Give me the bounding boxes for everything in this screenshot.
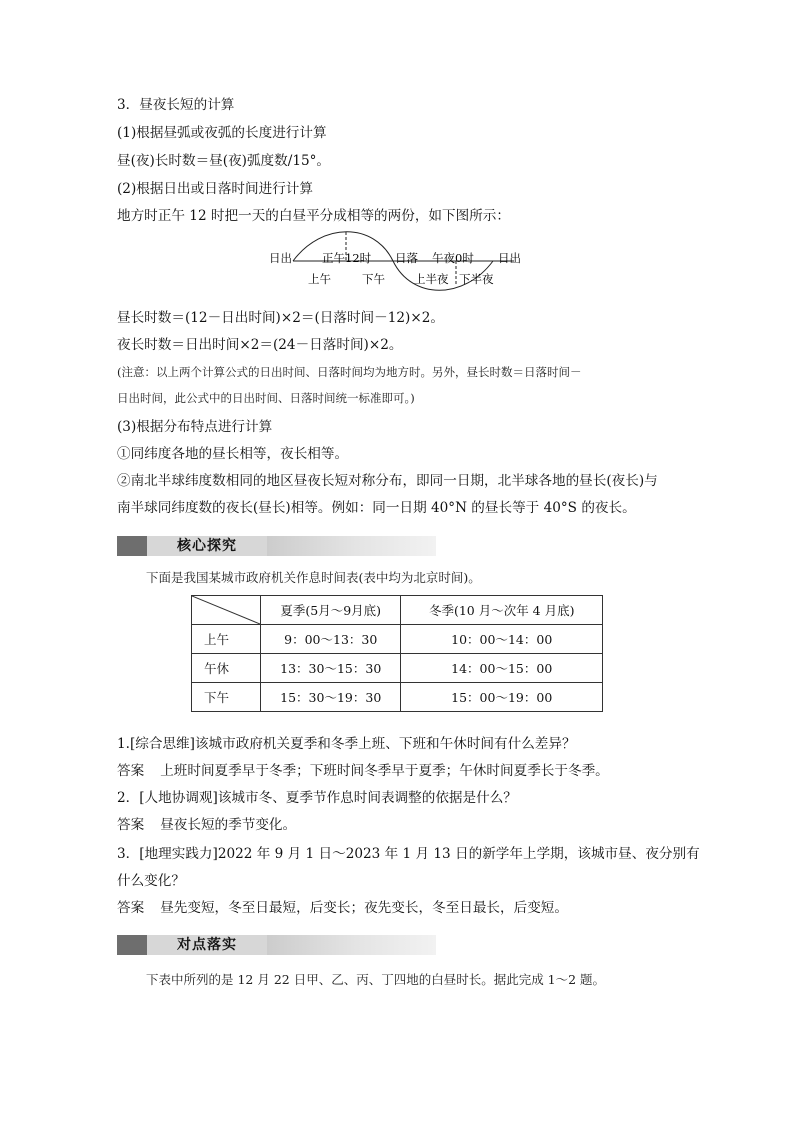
question-3-line-2: 什么变化？ bbox=[117, 873, 185, 889]
point-2-line-1: ②南北半球纬度数相同的地区昼夜长短对称分布，即同一日期，北半球各地的昼长(夜长)与 bbox=[117, 473, 658, 489]
row-label: 上午 bbox=[192, 625, 261, 654]
heading-label: 对点落实 bbox=[147, 935, 267, 955]
table-intro: 下面是我国某城市政府机关作息时间表(表中均为北京时间)。 bbox=[146, 570, 481, 585]
winter-cell: 14：00～15：00 bbox=[401, 654, 603, 683]
note-line-2: 日出时间，此公式中的日出时间、日落时间统一标准即可。) bbox=[117, 391, 415, 405]
header-winter: 冬季(10 月～次年 4 月底) bbox=[401, 596, 603, 625]
formula-arc: 昼(夜)长时数＝昼(夜)弧度数/15°。 bbox=[117, 153, 331, 169]
answer-label: 答案 bbox=[117, 817, 145, 833]
label-first-half-night: 上半夜 bbox=[414, 272, 449, 286]
summer-cell: 15：30～19：30 bbox=[261, 683, 401, 712]
method-3: (3)根据分布特点进行计算 bbox=[117, 419, 273, 435]
answer-3 bbox=[117, 899, 568, 917]
note-line-1: (注意：以上两个计算公式的日出时间、日落时间均为地方时。另外，昼长时数＝日落时间－ bbox=[117, 365, 582, 379]
question-2: 2．[人地协调观]该城市冬、夏季节作息时间表调整的依据是什么？ bbox=[117, 790, 517, 806]
section-title: 3．昼夜长短的计算 bbox=[117, 97, 235, 113]
answer-label: 答案 bbox=[117, 763, 145, 779]
question-3-line-1: 3．[地理实践力]2022 年 9 月 1 日～2023 年 1 月 13 日的新学年上学期，该城市昼、夜分别有 bbox=[117, 846, 700, 862]
point-2-line-2: 南半球同纬度数的夜长(昼长)相等。例如：同一日期 40°N 的昼长等于 40°S 的夜长。 bbox=[117, 500, 636, 516]
practice-intro: 下表中所列的是 12 月 22 日甲、乙、丙、丁四地的白昼时长。据此完成 1～2 题。 bbox=[146, 972, 606, 987]
row-label: 午休 bbox=[192, 654, 261, 683]
diagram-intro: 地方时正午 12 时把一天的白昼平分成相等的两份，如下图所示： bbox=[117, 208, 510, 224]
heading-marker bbox=[117, 536, 147, 556]
point-1: ①同纬度各地的昼长相等，夜长相等。 bbox=[117, 446, 349, 462]
method-2: (2)根据日出或日落时间进行计算 bbox=[117, 181, 313, 197]
section-heading-practice bbox=[117, 935, 436, 955]
label-sunrise-left: 日出 bbox=[269, 251, 292, 265]
answer-text: 昼先变短，冬至日最短，后变长；夜先变长，冬至日最长，后变短。 bbox=[160, 900, 568, 916]
question-1: 1.[综合思维]该城市政府机关夏季和冬季上班、下班和午休时间有什么差异？ bbox=[117, 736, 576, 752]
answer-2 bbox=[117, 816, 296, 834]
label-midnight: 午夜0时 bbox=[432, 251, 474, 265]
winter-cell: 15：00～19：00 bbox=[401, 683, 603, 712]
table-row bbox=[192, 683, 603, 712]
table-row bbox=[192, 654, 603, 683]
answer-label: 答案 bbox=[117, 900, 145, 916]
label-second-half-night: 下半夜 bbox=[459, 272, 494, 286]
winter-cell: 10：00～14：00 bbox=[401, 625, 603, 654]
section-heading-core bbox=[117, 536, 436, 556]
row-label: 下午 bbox=[192, 683, 261, 712]
summer-cell: 13：30～15：30 bbox=[261, 654, 401, 683]
day-length-formula: 昼长时数＝(12－日出时间)×2＝(日落时间－12)×2。 bbox=[117, 310, 444, 326]
schedule-table bbox=[191, 595, 603, 712]
heading-marker bbox=[117, 935, 147, 955]
day-night-diagram bbox=[262, 228, 532, 294]
heading-label: 核心探究 bbox=[147, 536, 267, 556]
label-sunset: 日落 bbox=[395, 251, 418, 265]
answer-text: 上班时间夏季早于冬季；下班时间冬季早于夏季；午休时间夏季长于冬季。 bbox=[160, 763, 609, 779]
method-1: (1)根据昼弧或夜弧的长度进行计算 bbox=[117, 125, 327, 141]
table-header-row bbox=[192, 596, 603, 625]
answer-text: 昼夜长短的季节变化。 bbox=[160, 817, 297, 833]
diagonal-header-cell bbox=[192, 596, 261, 625]
answer-1 bbox=[117, 762, 609, 780]
summer-cell: 9：00～13：30 bbox=[261, 625, 401, 654]
label-morning: 上午 bbox=[308, 272, 331, 286]
table-row bbox=[192, 625, 603, 654]
night-length-formula: 夜长时数＝日出时间×2＝(24－日落时间)×2。 bbox=[117, 337, 403, 353]
label-sunrise-right: 日出 bbox=[498, 251, 521, 265]
label-afternoon: 下午 bbox=[362, 272, 385, 286]
header-summer: 夏季(5月～9月底) bbox=[261, 596, 401, 625]
label-noon: 正午12时 bbox=[322, 251, 372, 265]
diagonal-line bbox=[192, 596, 260, 624]
